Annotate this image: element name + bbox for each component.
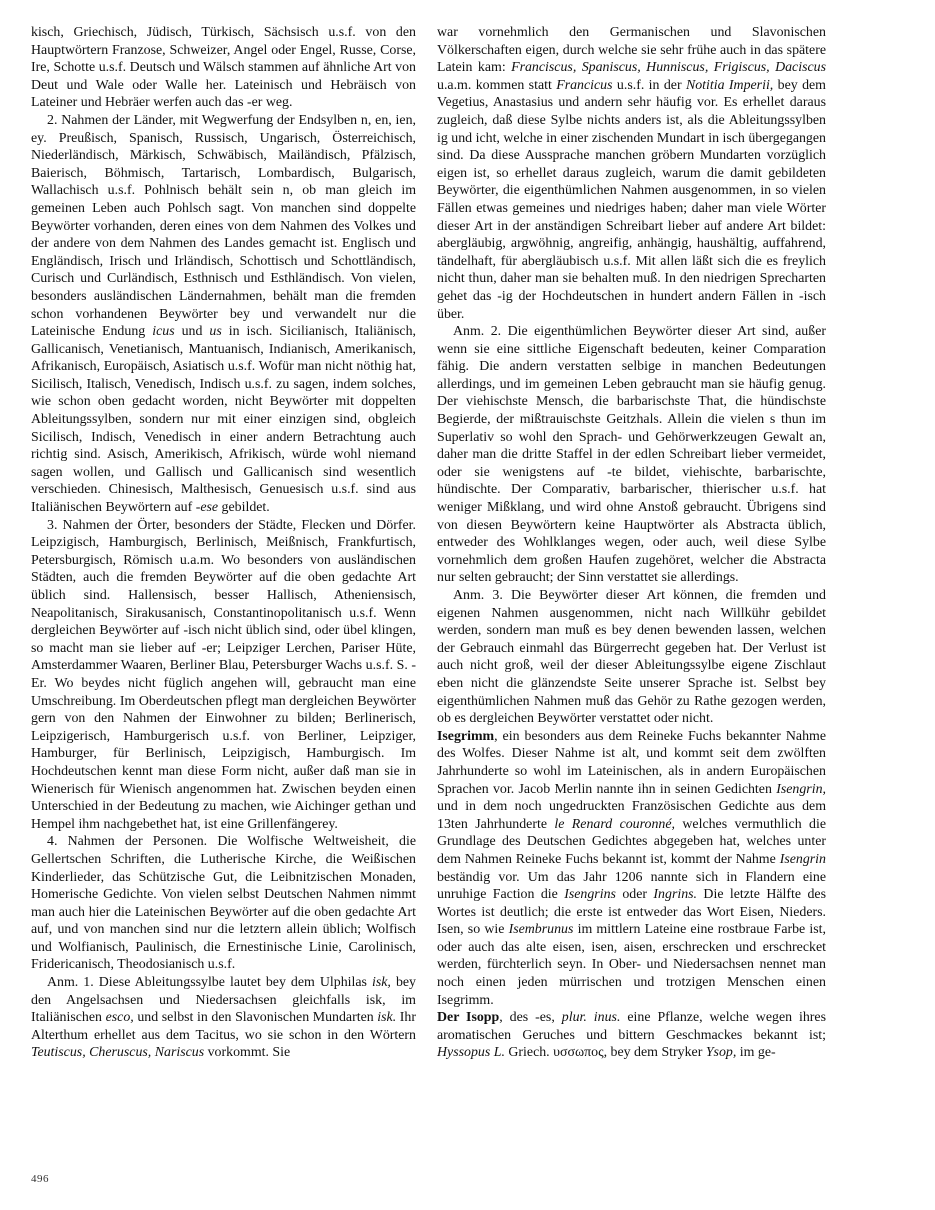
italic-text: le Renard couronné, — [554, 816, 675, 832]
italic-text: Isengrin — [779, 851, 826, 867]
italic-text: us — [209, 324, 222, 340]
italic-text: Francicus — [556, 77, 613, 93]
italic-text: Notitia Imperii, — [685, 77, 774, 93]
text-run: Anm. 3. Die Beywörter dieser Art können, die fremden und eigenen Nahmen ausgenommen, nicht nach Willkühr gebildet werden, sondern man muß es bey denen bewenden lassen, welchen der Gebrauch einmahl das Bürgerrecht gegeben hat. Der Verlust ist auch nicht groß, weil der dieser Ableitungssylbe eigene Zischlaut eben nicht die glänzendste Seite unserer Sprache ist. Selbst bey eigenthümlichen Nahmen muß das Gehör zu Rathe gezogen werden, ob es dergleichen Beywörter verstattet oder nicht. — [437, 588, 826, 727]
italic-text: Hyssopus L. — [437, 1045, 505, 1061]
italic-text: Franciscus, Spaniscus, Hunniscus, Frigiscus, Daciscus — [511, 60, 826, 76]
paragraph — [31, 833, 416, 974]
text-run: vorkommt. Sie — [204, 1045, 291, 1061]
text-run: welches vermuthlich die Grundlage des Deutschen Gedichtes abgegeben hat, welches unter dem Nahmen Reineke Fuchs bekannt ist, kommt der Nahme — [437, 816, 826, 867]
text-run: Die letzte Hälfte des Wortes ist deutlich; die erste ist entweder das Wort Eisen, Nieders. Isen, so wie — [437, 887, 826, 938]
text-run: 4. Nahmen der Personen. Die Wolfische Weltweisheit, die Gellertschen Schriften, die Lutherische Kirche, die Weißischen Kinderlieder, das Schützische Gut, die Leibnitzischen Monaden, Homerische Gedichte. Von vielen selbst Deutschen Nahmen nimmt man auch hier die Lateinischen Beywörter auf die oben gedachte Art auf, und von manchen sind nur die letztern allein üblich; Wolfisch und Wolfianisch, Paulinisch, die Ernestinische Linie, Carolinisch, Fridericanisch, Theodosianisch u.s.f. — [31, 834, 416, 973]
italic-text: Ingrins. — [653, 887, 698, 903]
paragraph — [437, 323, 826, 587]
text-run: , ein besonders aus dem Reineke Fuchs bekannter Nahme des Wolfes. Dieser Nahme ist alt, und kommt seit dem zwölften Jahrhunderte so wohl im Lateinischen, als in andern Europäischen Sprachen vor. Jacob Merlin nannte ihn in seinen Gedichten — [437, 728, 826, 797]
paragraph — [31, 112, 416, 517]
dictionary-entry — [437, 728, 826, 1010]
text-run: , des -es, — [499, 1010, 562, 1026]
text-run: u.s.f. in der — [612, 77, 686, 93]
italic-text: isk, — [372, 975, 391, 991]
right-column — [437, 24, 826, 1062]
italic-text: icus — [152, 324, 175, 340]
text-run: Griech. υσσωπος, bey dem Stryker — [504, 1045, 706, 1061]
italic-text: Isengrins — [564, 887, 616, 903]
text-run: kisch, Griechisch, Jüdisch, Türkisch, Sächsisch u.s.f. von den Hauptwörtern Franzose, Schweizer, Angel oder Engel, Russe, Corse, Ire, Schotte u.s.f. Deutsch und Wälsch stammen auf ähnliche Art von Deut und Wale oder Walle her. Lateinisch und Hebräisch von Lateiner und Hebräer werfen auch das -er weg. — [31, 25, 416, 111]
text-run: Anm. 2. Die eigenthümlichen Beywörter dieser Art sind, außer wenn sie eine sittliche Eigenschaft bedeuten, keiner Comparation fähig. Die andern verstatten selbige in manchen Bedeutungen allerdings, und im gemeinen Leben gebraucht man sie häufig genug. Der viehischste Mensch, die barbarischste That, die hündischste Begierde, der mißtrauischste Geitzhals. Allein die vielen s thun im Superlativ so wohl den Sprach- und Gehörwerkzeugen Gewalt an, daher man die dritte Staffel in der edlen Schreibart lieber vermeidet, oder sie wenigstens auf -te bildet, viehischte, barbarischte, hündischte. Der Comparativ, barbarischer, thierischer u.s.f. hat weniger Mißklang, und wird ohne Anstoß gebraucht. Übrigens sind von diesen Beywörtern keine Hauptwörter als Abstracta üblich, entweder des Wohlklanges wegen, oder auch, weil diese Sylbe vornehmlich dem großen Haufen zugehöret, welcher die Abstracta nur selten gebraucht; der Sinn verstattet sie allerdings. — [437, 324, 826, 586]
text-run: Ihr Alterthum erhellet aus dem Tacitus, wo sie schon in den Wörtern — [31, 1010, 416, 1043]
entry-headword: Der Isopp — [437, 1010, 500, 1026]
text-run: oder — [615, 887, 654, 903]
text-run: gebildet. — [218, 500, 270, 516]
text-run: bey den Angelsachsen und Niedersachsen gleichfalls isk, im Italiänischen — [31, 975, 416, 1026]
text-run: bey dem Vegetius, Anastasius und andern sehr häufig vor. Es erhellet daraus zugleich, daß diese Sylbe nichts anders ist, als die Ableitungssylben ig und icht, welche in einer zischenden Mundart in isch übergegangen sind. Da diese Aussprache manchen gröbern Mundarten vorzüglich eigen ist, so erhellet daraus zugleich, warum die damit gebildeten Beywörter, die eigenthümlichen Nahmen ausgenommen, in so vielen Fällen etwas gemeines und niedriges haben; daher man viele Wörter dieser Art in der anständigen Schreibart lieber auf andere Art bildet: abergläubig, argwöhnig, angreifig, anhängig, haushältig, auffahrend, tändelhaft, für abergläubisch u.s.f. Mit allen läßt sich die es freylich nicht thun, daher man sie behalten muß. In den niedrigen Sprecharten gehet das -ig der Hochdeutschen in hundert andern Fällen in -isch über. — [437, 77, 826, 322]
text-run: im mittlern Lateine eine rostbraue Farbe ist, oder auch das alte eisen, isen, aisen, erschrecken und erschrecket werden, fürchterlich seyn. In Ober- und Niedersachsen nennet man noch einen jeden mürrischen und trotzigen Menschen einen Isegrimm. — [437, 922, 826, 1008]
text-run: 3. Nahmen der Örter, besonders der Städte, Flecken und Dörfer. Leipzigisch, Hamburgisch, Berlinisch, Meißnisch, Frankfurtisch, Petersburgisch, Römisch u.a.m. Wo besonders von ausländischen Städten, auch die fremden Beywörter auf die oben gedachte Art üblich sind. Hallensisch, besser Hallisch, Atheniensisch, Neapolitanisch, Sirakusanisch, Constantinopolitanisch u.s.f. Wenn dergleichen Beywörter auf -isch nicht üblich sind, oder übel klingen, so macht man sie lieber auf -er; Leipziger Lerchen, Pariser Hüte, Amsterdammer Waaren, Berliner Blau, Petersburger Wachs u.s.f. S. -Er. Wo beydes nicht füglich angehen will, gebraucht man eine Umschreibung. Im Oberdeutschen pflegt man dergleichen Beywörter gern von den Nahmen der Einwohner zu bilden; Berlinerisch, Leipzigerisch, Hamburgerisch u.s.f. von Berliner, Leipziger, Hamburger, für Berlinisch, Leipzigisch, Hamburgisch. Im Hochdeutschen kennt man diese Form nicht, außer daß man sie in Wienerisch für Wienisch angenommen hat. Zwischen beyden einen Unterschied in der Bedeutung zu machen, wie Aichinger gethan und Hempel ihm nachgebethet hat, ist eine Grillenfängerey. — [31, 517, 416, 832]
italic-text: Isengrin, — [776, 781, 826, 797]
text-run: in isch. Sicilianisch, Italiänisch, Gallicanisch, Venetianisch, Mantuanisch, Indianisch, Amerikanisch, Afrikanisch, Europäisch, Asiatisch u.s.f. Wofür man nicht nöthig hat, Sicilisch, Italisch, Venedisch, Indisch u.s.f. zu sagen, indem solches, wie schon oben gedacht worden, nicht Beywörter mit doppelten Ableitungssylben, sondern nur mit einer einzigen sind, obgleich Sicilisch, Indisch, Venedisch in einer andern Betrachtung auch richtig sind. Asisch, Amerikisch, Afrikisch, würde wohl niemand sagen wollen, und Gallisch und Gallicanisch sind wesentlich verschieden. Chinesisch, Malthesisch, Genuesisch u.s.f. sind aus Italiänischen Beywörtern auf — [31, 324, 416, 516]
text-run: und selbst in den Slavonischen Mundarten — [133, 1010, 378, 1026]
paragraph — [31, 974, 416, 1062]
left-column — [31, 24, 416, 1062]
italic-text: isk. — [377, 1010, 397, 1026]
text-run: 2. Nahmen der Länder, mit Wegwerfung der Endsylben n, en, ien, ey. Preußisch, Spanisch, Russisch, Ungarisch, Österreichisch, Niederländisch, Märkisch, Schwäbisch, Mailändisch, Pfälzisch, Baierisch, Böhmisch, Tartarisch, Lombardisch, Bulgarisch, Wallachisch u.s.f. Pohlnisch behält sein n, ob man gleich im gemeinen Leben auch Pohlsch sagt. Von manchen sind doppelte Beywörter vorhanden, deren eines von dem Nahmen des Volkes und der andere von dem Nahmen des Landes gemacht ist. Englisch und Engländisch, Irisch und Irländisch, Schottisch und Schottländisch, Curisch und Curländisch, Esthnisch und Esthländisch. Von vielen, besonders ausländischen Ländernahmen, behält man die fremden schon vorhandenen Beywörter bey und verwandelt nur die Lateinische Endung — [31, 112, 416, 340]
italic-text: Teutiscus, Cheruscus, Nariscus — [31, 1045, 205, 1061]
text-run: u.a.m. kommen statt — [437, 77, 557, 93]
italic-text: Isembrunus — [508, 922, 574, 938]
text-run: Anm. 1. Diese Ableitungssylbe lautet bey dem Ulphilas — [47, 975, 372, 991]
paragraph — [31, 24, 416, 112]
text-run: beständig vor. Um das Jahr 1206 nannte sich in Flandern eine unruhige Faction die — [437, 869, 826, 903]
page-number: 496 — [31, 1173, 49, 1185]
italic-text: -ese — [195, 500, 219, 516]
italic-text: esco, — [105, 1010, 134, 1026]
entry-headword: Isegrimm — [437, 728, 495, 744]
paragraph — [437, 24, 826, 323]
text-run: und — [174, 324, 210, 340]
paragraph — [31, 517, 416, 834]
text-run: eine Pflanze, welche wegen ihres aromatischen Geruches und bittern Geschmackes bekannt ist; — [437, 1010, 826, 1043]
italic-text: Ysop, — [705, 1045, 737, 1061]
text-run: war vornehmlich den Germanischen und Slavonischen Völkerschaften eigen, durch welche sie sehr frühe auch in das spätere Latein kam: — [437, 25, 826, 76]
dictionary-entry — [437, 1009, 826, 1062]
text-run: und in dem noch ungedruckten Französischen Gedichte aus dem 13ten Jahrhunderte — [437, 799, 826, 832]
text-run: im ge- — [736, 1045, 776, 1061]
paragraph — [437, 587, 826, 728]
italic-text: plur. inus. — [561, 1010, 621, 1026]
